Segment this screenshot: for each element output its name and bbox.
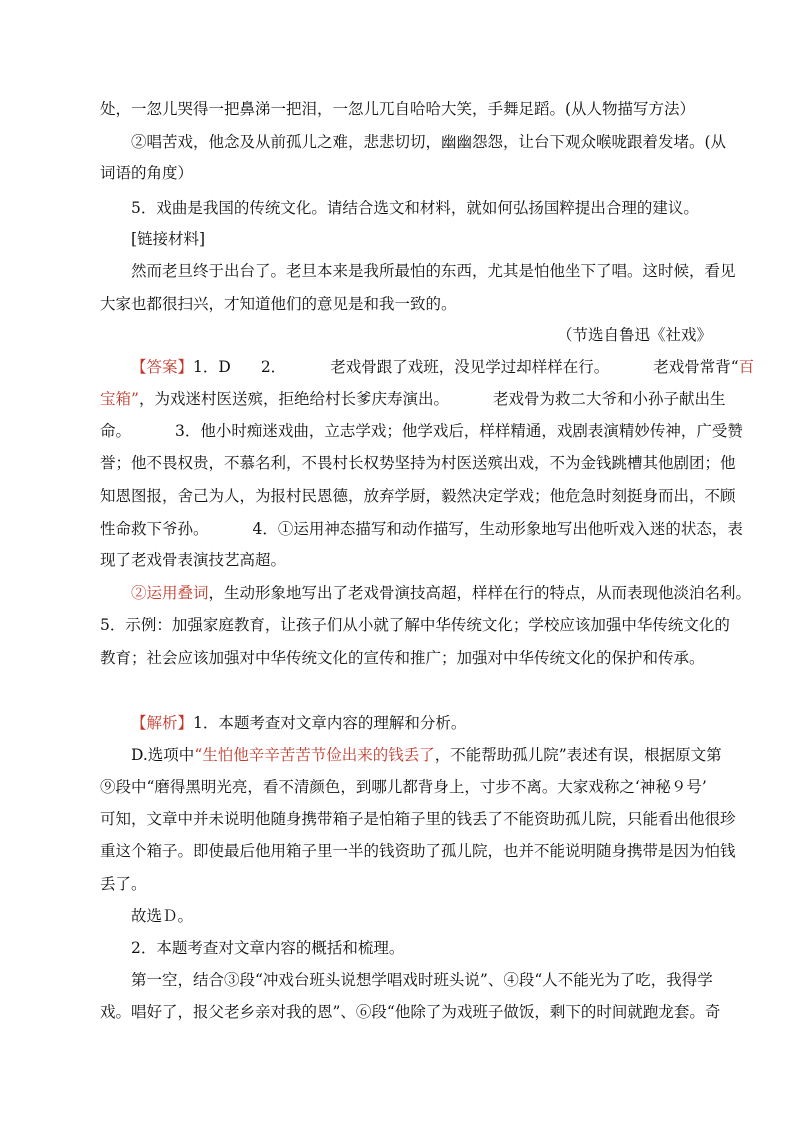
analysis-line: ⑨段中“磨得黑明光亮，看不清颜色，到哪儿都背身上，寸步不离。大家戏称之‘神秘９号’ bbox=[100, 778, 707, 796]
question-4-item-2: ②唱苦戏，他念及从前孤儿之难，悲悲切切，幽幽怨怨，让台下观众喉咙跟着发堵。(从 bbox=[131, 133, 727, 151]
analysis-red-quote: “生怕他辛辛苦苦节俭出来的钱丢了 bbox=[194, 746, 435, 764]
answer-4: 4．①运用神态描写和动作描写，生动形象地写出他听戏入迷的状态，表 bbox=[252, 520, 743, 538]
analysis-label: 【解析】 bbox=[131, 714, 194, 732]
text-line: 处，一忽儿哭得一把鼻涕一把泪，一忽儿兀自哈哈大笑，手舞足蹈。(从人物描写方法） bbox=[100, 100, 696, 118]
answer-text: 命。 bbox=[100, 422, 132, 440]
analysis-2: 2．本题考查对文章内容的概括和梳理。 bbox=[131, 939, 405, 957]
analysis-line bbox=[131, 745, 721, 765]
material-text: 然而老旦终于出台了。老旦本来是我所最怕的东西，尤其是怕他坐下了唱。这时候，看见 bbox=[131, 262, 736, 280]
answer-line bbox=[131, 357, 755, 377]
answer-red-text: ②运用叠词 bbox=[131, 584, 209, 602]
answer-3: 3．他小时痴迷戏曲，立志学戏；他学戏后，样样精通，戏剧表演精妙传神，广受赞 bbox=[175, 422, 743, 440]
answer-2-number: 2． bbox=[260, 358, 287, 376]
analysis-line: 重这个箱子。即使最后他用箱子里一半的钱资助了孤儿院，也并不能说明随身携带是因为怕钱 bbox=[100, 842, 736, 860]
answer-5: 5．示例：加强家庭教育，让孩子们从小就了解中华传统文化；学校应该加强中华传统文化的 bbox=[100, 616, 730, 634]
answer-line: 现了老戏骨表演技艺高超。 bbox=[100, 551, 287, 569]
answer-red-text: 宝箱” bbox=[100, 390, 139, 408]
analysis-conclusion: 故选Ｄ。 bbox=[131, 907, 194, 925]
answer-1: 1．D bbox=[193, 358, 231, 376]
material-text: 大家也都很扫兴，才知道他们的意见是和我一致的。 bbox=[100, 295, 457, 313]
answer-line: 教育；社会应该加强对中华传统文化的宣传和推广；加强对中华传统文化的保护和传承。 bbox=[100, 649, 705, 667]
question-5: 5．戏曲是我国的传统文化。请结合选文和材料，就如何弘扬国粹提出合理的建议。 bbox=[131, 199, 699, 217]
analysis-text: D.选项中 bbox=[131, 746, 195, 764]
answer-text: ，生动形象地写出了老戏骨演技高超，样样在行的特点，从而表现他淡泊名利。 bbox=[208, 584, 752, 602]
analysis-line: 戏。唱好了，报父老乡亲对我的恩”、⑥段“他除了为戏班子做饭，剩下的时间就跑龙套。奇 bbox=[100, 1003, 721, 1021]
analysis-line bbox=[131, 713, 721, 733]
analysis-text: ，不能帮助孤儿院”表述有误，根据原文第 bbox=[434, 746, 722, 764]
answer-label: 【答案】 bbox=[131, 358, 194, 376]
answer-text: 性命救下爷孙。 bbox=[100, 520, 209, 538]
answer-line bbox=[100, 389, 726, 409]
answer-2-blank-1: 老戏骨跟了戏班，没见学过却样样在行。 bbox=[330, 358, 610, 376]
answer-2-red-text: 百 bbox=[738, 358, 755, 376]
answer-line: 知恩图报，舍己为人，为报村民恩德，放弃学厨，毅然决定学戏；他危急时刻挺身而出，不顾 bbox=[100, 487, 736, 505]
text-line: 词语的角度） bbox=[100, 164, 194, 182]
material-source: （节选自鲁迅《社戏》 bbox=[556, 326, 712, 344]
answer-2-blank-3: 老戏骨为救二大爷和小孙子献出生 bbox=[492, 390, 726, 408]
answer-line bbox=[100, 421, 743, 441]
link-material-heading: [链接材料] bbox=[131, 230, 206, 248]
answer-2-blank-2: 老戏骨常背“ bbox=[653, 358, 739, 376]
answer-line bbox=[131, 583, 752, 603]
analysis-line: 可知，文章中并未说明他随身携带箱子是怕箱子里的钱丢了不能资助孤儿院，只能看出他很珍 bbox=[100, 810, 736, 828]
answer-line bbox=[100, 519, 743, 539]
answer-line: 誉；他不畏权贵，不慕名利，不畏村长权势坚持为村医送殡出戏，不为金钱跳槽其他剧团；他 bbox=[100, 454, 736, 472]
analysis-1: 1．本题考查对文章内容的理解和分析。 bbox=[193, 714, 467, 732]
analysis-line: 第一空，结合③段“冲戏台班头说想学唱戏时班头说”、④段“人不能光为了吃，我得学 bbox=[131, 971, 713, 989]
analysis-line: 丢了。 bbox=[100, 875, 147, 893]
answer-text: ，为戏迷村医送殡，拒绝给村长爹庆寿演出。 bbox=[138, 390, 449, 408]
